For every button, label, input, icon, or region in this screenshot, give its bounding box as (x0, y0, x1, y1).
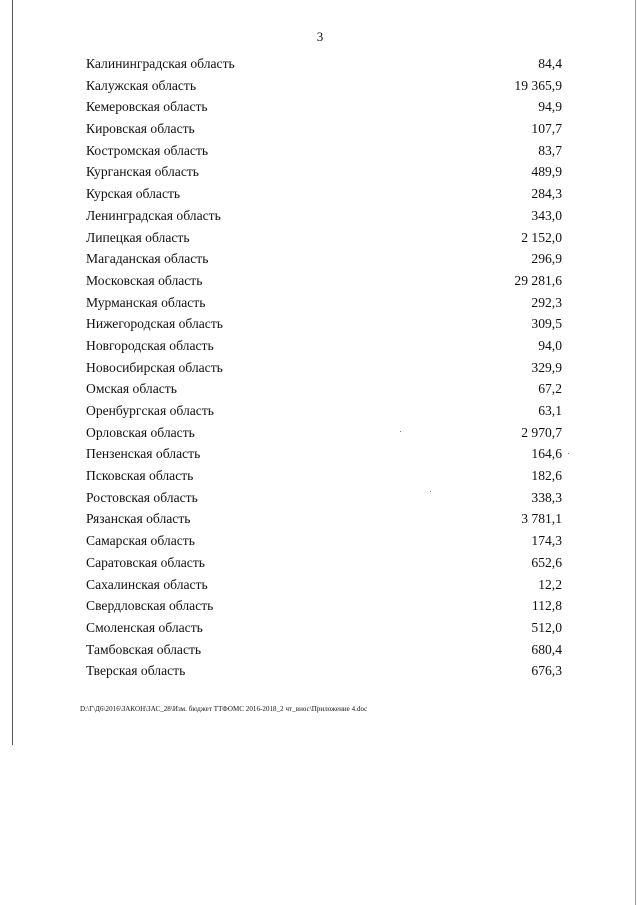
region-row (86, 292, 562, 314)
region-value: 94,9 (538, 99, 562, 115)
region-name: Рязанская область (86, 511, 191, 527)
region-name: Магаданская область (86, 251, 209, 267)
region-value: 296,9 (531, 251, 562, 267)
region-row (86, 508, 562, 530)
region-name: Сахалинская область (86, 576, 208, 592)
region-row (86, 205, 562, 227)
region-name: Смоленская область (86, 619, 203, 635)
region-value: 174,3 (531, 533, 562, 549)
region-row (86, 161, 562, 183)
region-value: 2 970,7 (521, 424, 562, 440)
region-name: Калужская область (86, 77, 197, 93)
region-row (86, 487, 562, 509)
region-name: Кемеровская область (86, 99, 208, 115)
region-name: Самарская область (86, 533, 195, 549)
region-value: 292,3 (531, 294, 562, 310)
region-name: Московская область (86, 272, 203, 288)
scan-speck (430, 491, 431, 492)
region-name: Курская область (86, 186, 181, 202)
region-value: 309,5 (531, 316, 562, 332)
region-name: Ленинградская область (86, 207, 221, 223)
region-value: 63,1 (538, 403, 562, 418)
region-row (86, 617, 562, 639)
region-row (86, 75, 562, 97)
region-name: Новосибирская область (86, 359, 223, 375)
region-row (86, 96, 562, 118)
region-name: Кировская область (86, 121, 195, 137)
region-row (86, 118, 562, 140)
region-value: 164,6 (531, 446, 562, 462)
region-row (86, 595, 562, 617)
region-name: Нижегородская область (86, 316, 223, 332)
region-name: Костромская область (86, 142, 209, 158)
region-row (86, 530, 562, 552)
page-number: 3 (316, 29, 324, 44)
region-row (86, 400, 562, 422)
region-value: 83,7 (538, 142, 562, 158)
region-name: Орловская область (86, 424, 195, 440)
scan-speck (568, 453, 569, 454)
region-name: Саратовская область (86, 554, 205, 570)
region-row (86, 270, 562, 292)
region-row (86, 552, 562, 574)
region-name: Курганская область (86, 164, 200, 180)
region-name: Оренбургская область (86, 403, 214, 418)
region-name: Тверская область (86, 663, 186, 679)
region-row (86, 53, 562, 75)
region-name: Мурманская область (86, 294, 206, 310)
region-row (86, 248, 562, 270)
region-row (86, 335, 562, 357)
region-row (86, 443, 562, 465)
region-row (86, 660, 562, 682)
region-row (86, 140, 562, 162)
region-name: Псковская область (86, 468, 194, 484)
region-value: 29 281,6 (514, 272, 562, 288)
region-value: 107,7 (531, 121, 562, 137)
region-row (86, 227, 562, 249)
region-value: 67,2 (538, 381, 562, 397)
region-row (86, 574, 562, 596)
region-value: 329,9 (531, 359, 562, 375)
region-name: Свердловская область (86, 598, 214, 614)
region-row (86, 639, 562, 661)
region-name: Пензенская область (86, 446, 201, 462)
region-row (86, 465, 562, 487)
region-row (86, 357, 562, 379)
region-value: 182,6 (531, 468, 562, 484)
region-row (86, 313, 562, 335)
region-value: 680,4 (531, 641, 562, 657)
region-row (86, 422, 562, 444)
region-value: 338,3 (531, 489, 562, 505)
region-name: Липецкая область (86, 229, 190, 245)
region-row (86, 378, 562, 400)
region-value: 12,2 (538, 576, 562, 592)
region-value: 84,4 (538, 56, 562, 71)
region-value: 676,3 (531, 663, 562, 679)
regions-table (86, 53, 562, 682)
region-value: 112,8 (531, 598, 562, 614)
region-name: Новгородская область (86, 337, 214, 353)
scan-right-border (635, 0, 636, 905)
scan-left-border (12, 0, 13, 745)
region-name: Тамбовская область (86, 641, 202, 657)
region-value: 343,0 (531, 207, 562, 223)
region-value: 2 152,0 (521, 229, 562, 245)
region-value: 284,3 (531, 186, 562, 202)
region-value: 94,0 (538, 337, 562, 353)
footer-file-path: D:\Г\Д6\2016\ЗАКОН\ЗАС_28\Изм. бюджет ТТФОМС 2016-2018_2 чт_внос\Приложение 4.doc (80, 705, 368, 713)
region-value: 652,6 (531, 554, 562, 570)
region-name: Ростовская область (86, 489, 198, 505)
scan-speck (400, 431, 401, 432)
region-value: 489,9 (531, 164, 562, 180)
region-name: Омская область (86, 381, 177, 397)
region-value: 512,0 (531, 619, 562, 635)
region-row (86, 183, 562, 205)
region-value: 3 781,1 (521, 511, 562, 527)
region-name: Калининградская область (86, 56, 235, 71)
region-value: 19 365,9 (514, 77, 562, 93)
